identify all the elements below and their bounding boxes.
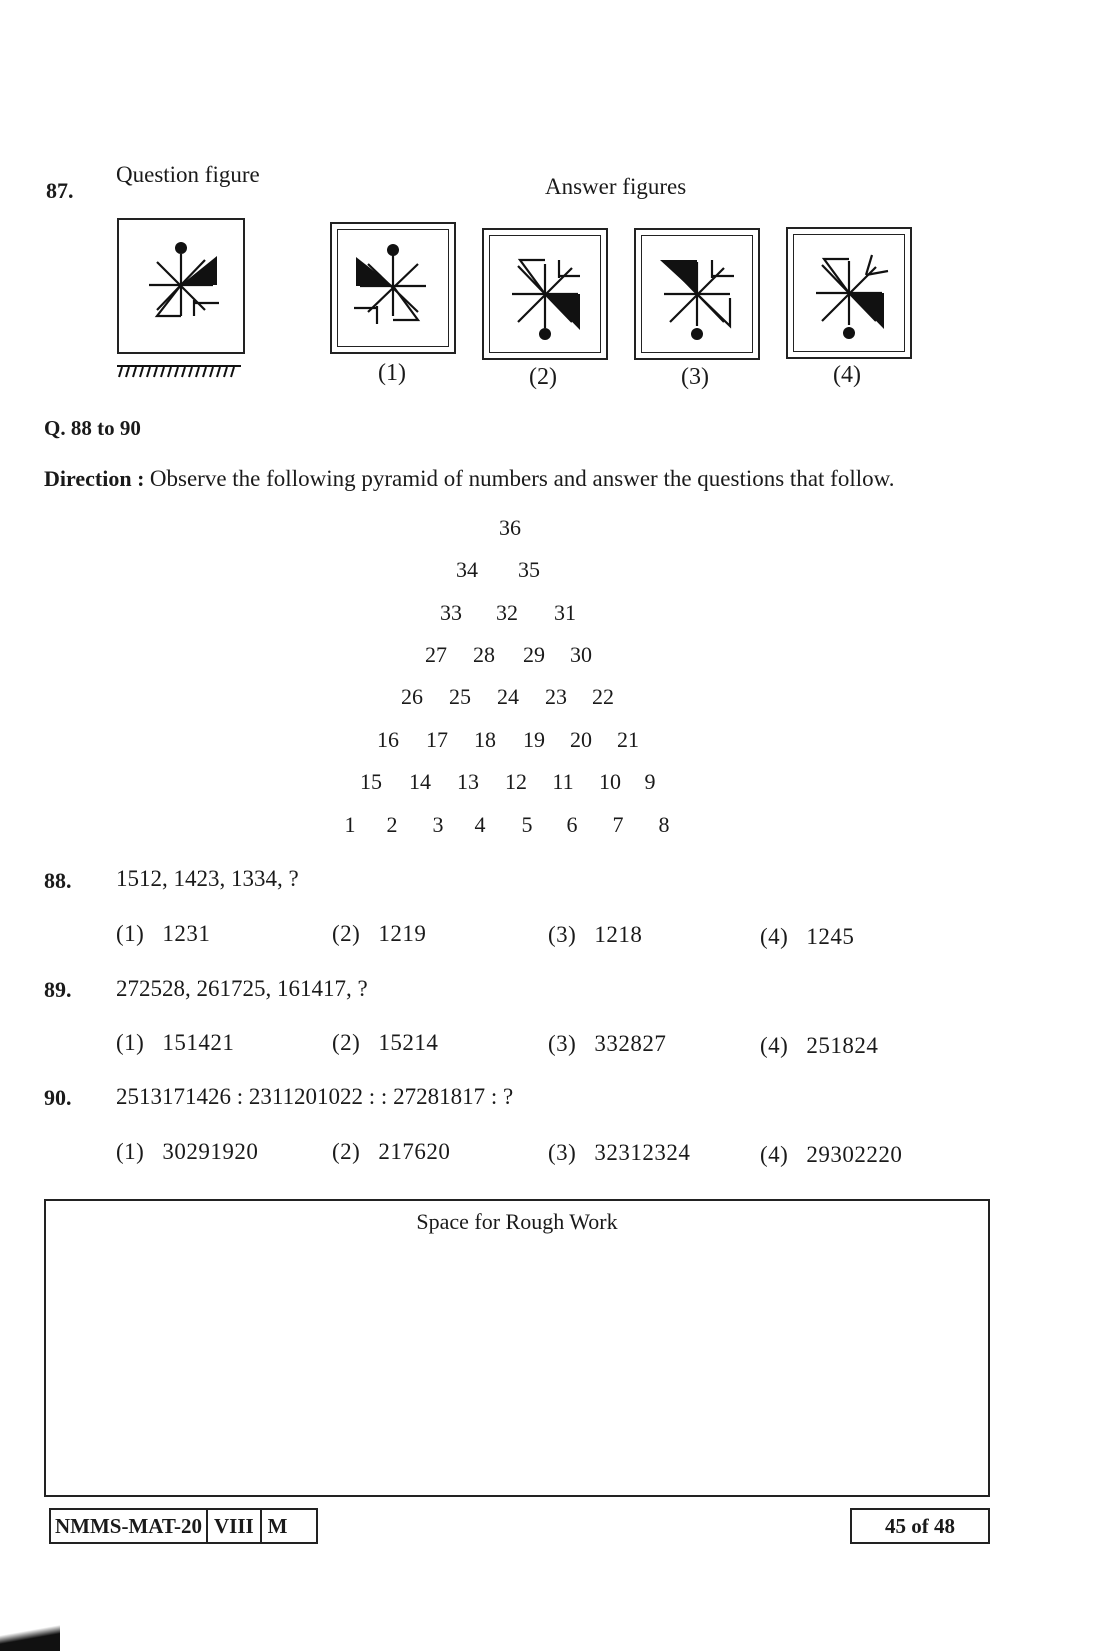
q88-option-4[interactable] xyxy=(760,924,854,950)
class-code: VIII xyxy=(208,1510,262,1542)
direction-label: Direction : xyxy=(44,466,145,491)
question-number-87: 87. xyxy=(46,178,74,203)
pyramid-number: 8 xyxy=(658,812,670,837)
q89-option-3[interactable] xyxy=(548,1031,666,1057)
option-value: 1231 xyxy=(162,921,211,946)
answer-option-label-1: (1) xyxy=(378,360,406,386)
q89-option-2[interactable] xyxy=(332,1030,438,1056)
direction-text: Observe the following pyramid of numbers and answer the questions that follow. xyxy=(149,466,895,491)
pyramid-number: 13 xyxy=(457,769,479,794)
paper-code-box xyxy=(49,1508,318,1544)
option-number: (4) xyxy=(760,1142,789,1167)
pyramid-number: 28 xyxy=(473,642,495,667)
pyramid-number: 32 xyxy=(496,600,518,625)
answer-figure-2[interactable] xyxy=(482,228,608,360)
pyramid-number: 5 xyxy=(521,812,533,837)
pyramid-number: 6 xyxy=(566,812,578,837)
option-number: (2) xyxy=(332,921,361,946)
pyramid-number: 26 xyxy=(401,684,423,709)
question-text-90: 2513171426 : 2311201022 : : 27281817 : ? xyxy=(116,1084,514,1109)
question-text-89: 272528, 261725, 161417, ? xyxy=(116,976,368,1001)
option-value: 32312324 xyxy=(594,1140,691,1165)
option-value: 15214 xyxy=(378,1030,439,1055)
option-value: 1219 xyxy=(378,921,427,946)
question-figure-drawing xyxy=(119,220,243,352)
pyramid-number: 25 xyxy=(449,684,471,709)
option-value: 251824 xyxy=(806,1033,879,1058)
pyramid-number: 16 xyxy=(377,727,399,752)
option-value: 151421 xyxy=(162,1030,235,1055)
answer-figure-4[interactable] xyxy=(786,227,912,359)
option-value: 1245 xyxy=(806,924,855,949)
rough-work-label: Space for Rough Work xyxy=(416,1209,618,1234)
option-number: (1) xyxy=(116,1030,145,1055)
pyramid-number: 14 xyxy=(409,769,431,794)
hatch-ground-icon xyxy=(115,364,243,378)
question-figure-label: Question figure xyxy=(116,162,260,187)
option-value: 30291920 xyxy=(162,1139,259,1164)
pyramid-number: 35 xyxy=(518,557,540,582)
scan-edge-shadow xyxy=(0,1618,60,1651)
pyramid-number: 12 xyxy=(505,769,527,794)
answer-figure-3[interactable] xyxy=(634,228,760,360)
answer-option-label-2: (2) xyxy=(529,364,557,390)
pyramid-number: 23 xyxy=(545,684,567,709)
page-number: 45 of 48 xyxy=(885,1513,955,1538)
pyramid-number: 27 xyxy=(425,642,447,667)
option-value: 332827 xyxy=(594,1031,667,1056)
answer-figure-1[interactable] xyxy=(330,222,456,354)
pyramid-number: 17 xyxy=(426,727,448,752)
answer-option-label-4: (4) xyxy=(833,362,861,388)
option-number: (4) xyxy=(760,924,789,949)
question-figure xyxy=(117,218,245,354)
direction xyxy=(44,466,894,492)
q88-option-3[interactable] xyxy=(548,922,642,948)
answer-figure-4-drawing xyxy=(788,229,910,357)
q89-option-4[interactable] xyxy=(760,1033,878,1059)
q90-option-3[interactable] xyxy=(548,1140,690,1166)
page-number-box xyxy=(850,1508,990,1544)
pyramid-number: 34 xyxy=(456,557,478,582)
pyramid-number: 15 xyxy=(360,769,382,794)
pyramid-number: 11 xyxy=(552,769,574,794)
q90-option-2[interactable] xyxy=(332,1139,450,1165)
pyramid-number: 21 xyxy=(617,727,639,752)
option-number: (3) xyxy=(548,1140,577,1165)
pyramid-number: 2 xyxy=(386,812,398,837)
pyramid-number: 36 xyxy=(499,515,521,540)
option-number: (2) xyxy=(332,1030,361,1055)
paper-code: NMMS-MAT-20 xyxy=(51,1510,208,1542)
pyramid-number: 18 xyxy=(474,727,496,752)
pyramid-number: 1 xyxy=(344,812,356,837)
option-number: (3) xyxy=(548,922,577,947)
option-number: (3) xyxy=(548,1031,577,1056)
medium-code: M xyxy=(267,1513,288,1538)
pyramid-number: 24 xyxy=(497,684,519,709)
option-number: (2) xyxy=(332,1139,361,1164)
pyramid-number: 30 xyxy=(570,642,592,667)
pyramid-number: 29 xyxy=(523,642,545,667)
answer-figures-label: Answer figures xyxy=(545,174,687,199)
pyramid-number: 9 xyxy=(644,769,656,794)
pyramid-number: 22 xyxy=(592,684,614,709)
q90-option-1[interactable] xyxy=(116,1139,258,1165)
option-value: 217620 xyxy=(378,1139,451,1164)
pyramid-number: 4 xyxy=(474,812,486,837)
question-group-header: Q. 88 to 90 xyxy=(44,416,141,440)
q88-option-2[interactable] xyxy=(332,921,426,947)
option-value: 29302220 xyxy=(806,1142,903,1167)
question-number-89: 89. xyxy=(44,977,72,1002)
answer-figure-2-drawing xyxy=(484,230,606,358)
pyramid-number: 33 xyxy=(440,600,462,625)
pyramid-number: 3 xyxy=(432,812,444,837)
q88-option-1[interactable] xyxy=(116,921,210,947)
question-number-88: 88. xyxy=(44,868,72,893)
q89-option-1[interactable] xyxy=(116,1030,234,1056)
pyramid-number: 20 xyxy=(570,727,592,752)
option-number: (1) xyxy=(116,921,145,946)
option-value: 1218 xyxy=(594,922,643,947)
pyramid-number: 31 xyxy=(554,600,576,625)
pyramid-number: 19 xyxy=(523,727,545,752)
answer-option-label-3: (3) xyxy=(681,364,709,390)
answer-figure-3-drawing xyxy=(636,230,758,358)
q90-option-4[interactable] xyxy=(760,1142,902,1168)
question-number-90: 90. xyxy=(44,1085,72,1110)
rough-work-box[interactable] xyxy=(44,1199,990,1497)
pyramid-number: 7 xyxy=(612,812,624,837)
option-number: (4) xyxy=(760,1033,789,1058)
pyramid-number: 10 xyxy=(599,769,621,794)
question-text-88: 1512, 1423, 1334, ? xyxy=(116,866,299,891)
option-number: (1) xyxy=(116,1139,145,1164)
answer-figure-1-drawing xyxy=(332,224,454,352)
